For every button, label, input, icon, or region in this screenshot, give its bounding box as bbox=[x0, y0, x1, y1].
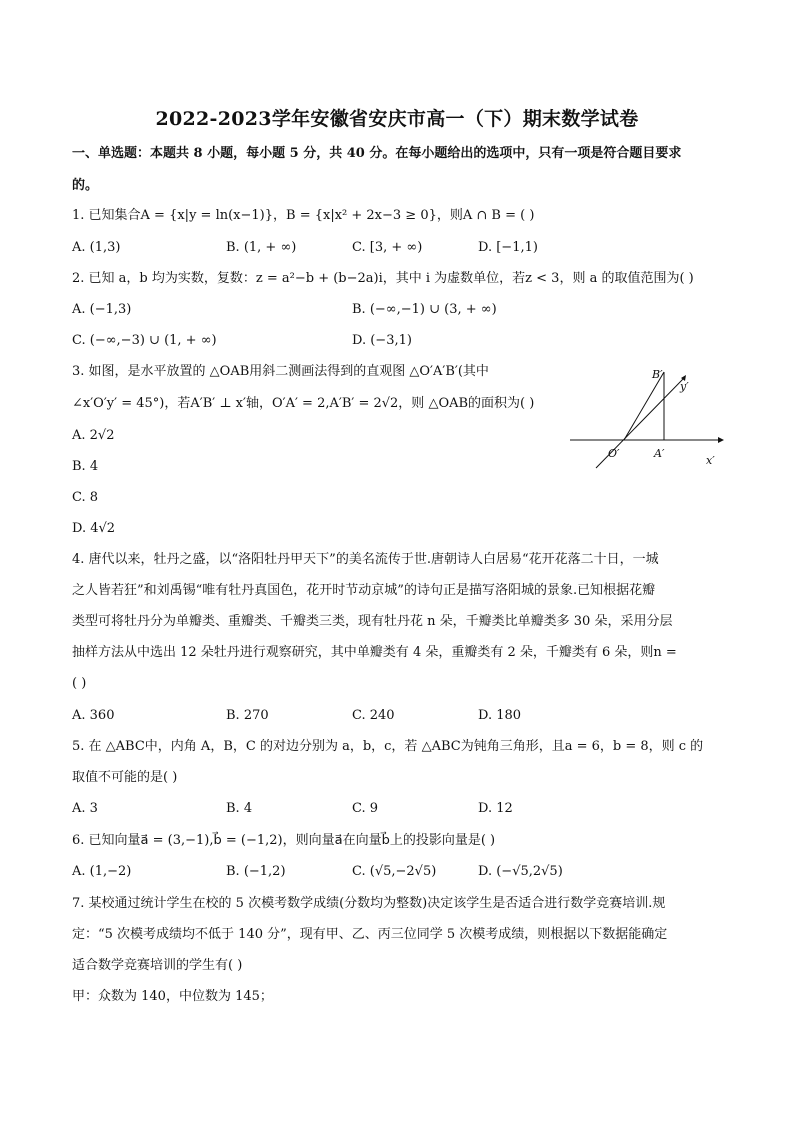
q2-option-d: D. (−3,1) bbox=[352, 333, 412, 348]
question-5-line1: 5. 在 △ABC中，内角 A，B，C 的对边分别为 a，b，c，若 △ABC为钝角三角形，且a = 6，b = 8，则 c 的 bbox=[72, 739, 704, 754]
question-4-line2: 之人皆若狂”和刘禹锡“唯有牡丹真国色，花开时节动京城”的诗句正是描写洛阳城的景象.已知根据花瓣 bbox=[72, 583, 656, 598]
question-6-stem: 6. 已知向量a⃗ = (3,−1),b⃗ = (−1,2)，则向量a⃗在向量b⃗上的投影向量是( ) bbox=[72, 833, 496, 848]
q6-option-d: D. (−√5,2√5) bbox=[478, 864, 563, 879]
q2-option-c: C. (−∞,−3) ∪ (1, + ∞) bbox=[72, 333, 217, 348]
q2-option-b: B. (−∞,−1) ∪ (3, + ∞) bbox=[352, 302, 497, 317]
question-4-line4: 抽样方法从中选出 12 朵牡丹进行观察研究，其中单瓣类有 4 朵，重瓣类有 2 朵，千瓣类有 6 朵，则n = bbox=[72, 645, 677, 660]
q3-option-a: A. 2√2 bbox=[72, 428, 115, 443]
q1-option-d: D. [−1,1) bbox=[478, 240, 538, 255]
q5-option-c: C. 9 bbox=[352, 801, 379, 816]
q5-option-a: A. 3 bbox=[72, 801, 98, 816]
q3-option-d: D. 4√2 bbox=[72, 521, 116, 536]
q4-option-c: C. 240 bbox=[352, 708, 395, 723]
q6-option-b: B. (−1,2) bbox=[226, 864, 286, 879]
label-x: x′ bbox=[706, 454, 715, 467]
exam-title: 2022-2023学年安徽省安庆市高一（下）期末数学试卷 bbox=[155, 108, 639, 130]
question-7-line2: 定：“5 次模考成绩均不低于 140 分”，现有甲、乙、丙三位同学 5 次模考成绩，则根据以下数据能确定 bbox=[72, 927, 668, 942]
question-4-line3: 类型可将牡丹分为单瓣类、重瓣类、千瓣类三类，现有牡丹花 n 朵，千瓣类比单瓣类多 30 朵，采用分层 bbox=[72, 614, 673, 629]
section-heading-line2: 的。 bbox=[72, 178, 99, 193]
label-a: A′ bbox=[654, 447, 665, 460]
q5-option-b: B. 4 bbox=[226, 801, 253, 816]
question-3-stem-line1: 3. 如图，是水平放置的 △OAB用斜二测画法得到的直观图 △O′A′B′(其中 bbox=[72, 364, 489, 379]
question-2-stem: 2. 已知 a，b 均为实数，复数：z = a²−b + (b−2a)i，其中 i 为虚数单位，若z < 3，则 a 的取值范围为( ) bbox=[72, 271, 694, 286]
question-4-line5: ( ) bbox=[72, 676, 87, 691]
oblique-projection-figure bbox=[566, 358, 736, 476]
question-1-stem: 1. 已知集合A = {x|y = ln(x−1)}，B = {x|x² + 2x−3 ≥ 0}，则A ∩ B = ( ) bbox=[72, 208, 535, 223]
section-heading-line1: 一、单选题：本题共 8 小题，每小题 5 分，共 40 分。在每小题给出的选项中，只有一项是符合题目要求 bbox=[72, 146, 682, 161]
label-b: B′ bbox=[652, 368, 663, 381]
q4-option-d: D. 180 bbox=[478, 708, 522, 723]
label-y: y′ bbox=[680, 380, 689, 393]
q6-option-c: C. (√5,−2√5) bbox=[352, 864, 437, 879]
question-7-line3: 适合数学竞赛培训的学生有( ) bbox=[72, 958, 243, 973]
q1-option-b: B. (1, + ∞) bbox=[226, 240, 297, 255]
q1-option-c: C. [3, + ∞) bbox=[352, 240, 423, 255]
q6-option-a: A. (1,−2) bbox=[72, 864, 132, 879]
q5-option-d: D. 12 bbox=[478, 801, 513, 816]
question-3-stem-line2: ∠x′O′y′ = 45°)，若A′B′ ⊥ x′轴，O′A′ = 2,A′B′ = 2√2，则 △OAB的面积为( ) bbox=[72, 396, 535, 411]
q4-option-b: B. 270 bbox=[226, 708, 269, 723]
question-7-line1: 7. 某校通过统计学生在校的 5 次模考数学成绩(分数均为整数)决定该学生是否适合进行数学竞赛培训.规 bbox=[72, 896, 666, 911]
q4-option-a: A. 360 bbox=[72, 708, 115, 723]
label-o: O′ bbox=[608, 447, 620, 460]
question-5-line2: 取值不可能的是( ) bbox=[72, 770, 178, 785]
q3-option-b: B. 4 bbox=[72, 459, 99, 474]
question-4-line1: 4. 唐代以来，牡丹之盛，以“洛阳牡丹甲天下”的美名流传于世.唐朝诗人白居易“花开花落二十日，一城 bbox=[72, 552, 659, 567]
segment-ob bbox=[624, 372, 664, 440]
q3-option-c: C. 8 bbox=[72, 490, 99, 505]
q2-option-a: A. (−1,3) bbox=[72, 302, 132, 317]
q1-option-a: A. (1,3) bbox=[72, 240, 121, 255]
question-7-line4: 甲：众数为 140，中位数为 145； bbox=[72, 989, 273, 1004]
x-axis-arrow-icon bbox=[718, 437, 724, 443]
